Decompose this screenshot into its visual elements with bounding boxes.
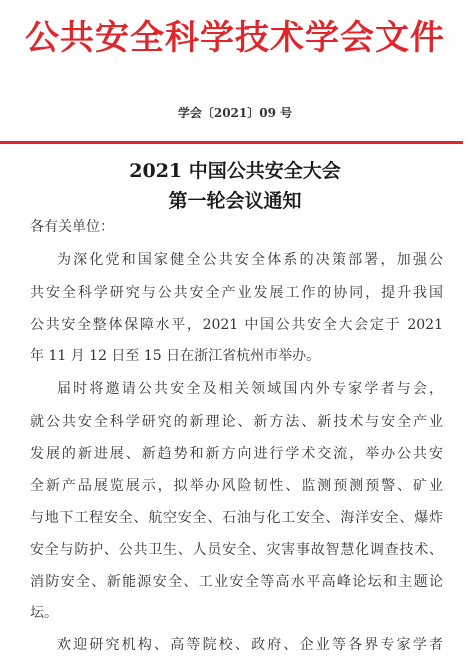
paragraph-2-line: 全新产品展览展示，拟举办风险韧性、监测预测预警、矿业 [30,478,443,494]
paragraph-2-line: 就公共安全科学研究的新理论、新方法、新技术与安全产业 [30,414,443,430]
notice-title-line-2: 第一轮会议通知 [168,190,302,212]
paragraph-1-line: 公共安全整体保障水平，2021 中国公共安全大会定于 2021 [30,317,443,333]
paragraph-2-line: 消防安全、新能源安全、工业安全等高水平高峰论坛和主题论 [30,574,443,590]
red-header-divider [0,141,463,144]
document-number: 学会〔2021〕09 号 [177,106,293,120]
paragraph-1-line: 共安全科学研究与公共安全产业发展工作的协同，提升我国 [30,285,443,301]
notice-title-line-1: 2021 中国公共安全大会 [129,160,341,182]
paragraph-1-line: 年 11 月 12 日至 15 日在浙江省杭州市举办。 [30,348,321,364]
paragraph-3-line: 欢迎研究机构、高等院校、政府、企业等各界专家学者 [57,637,443,653]
paragraph-1-line: 为深化党和国家健全公共安全体系的决策部署，加强公 [57,252,443,268]
org-header-title: 公共安全科学技术学会文件 [25,18,445,58]
salutation: 各有关单位： [30,219,114,235]
paragraph-2-line: 届时将邀请公共安全及相关领域国内外专家学者与会， [57,381,443,397]
paragraph-2-line: 与地下工程安全、航空安全、石油与化工安全、海洋安全、爆炸 [30,510,443,526]
paragraph-2-line: 安全与防护、公共卫生、人员安全、灾害事故智慧化调查技术、 [30,542,443,558]
paragraph-2-line: 发展的新进展、新趋势和新方向进行学术交流，举办公共安 [30,446,443,462]
paragraph-2-line: 坛。 [30,605,58,621]
